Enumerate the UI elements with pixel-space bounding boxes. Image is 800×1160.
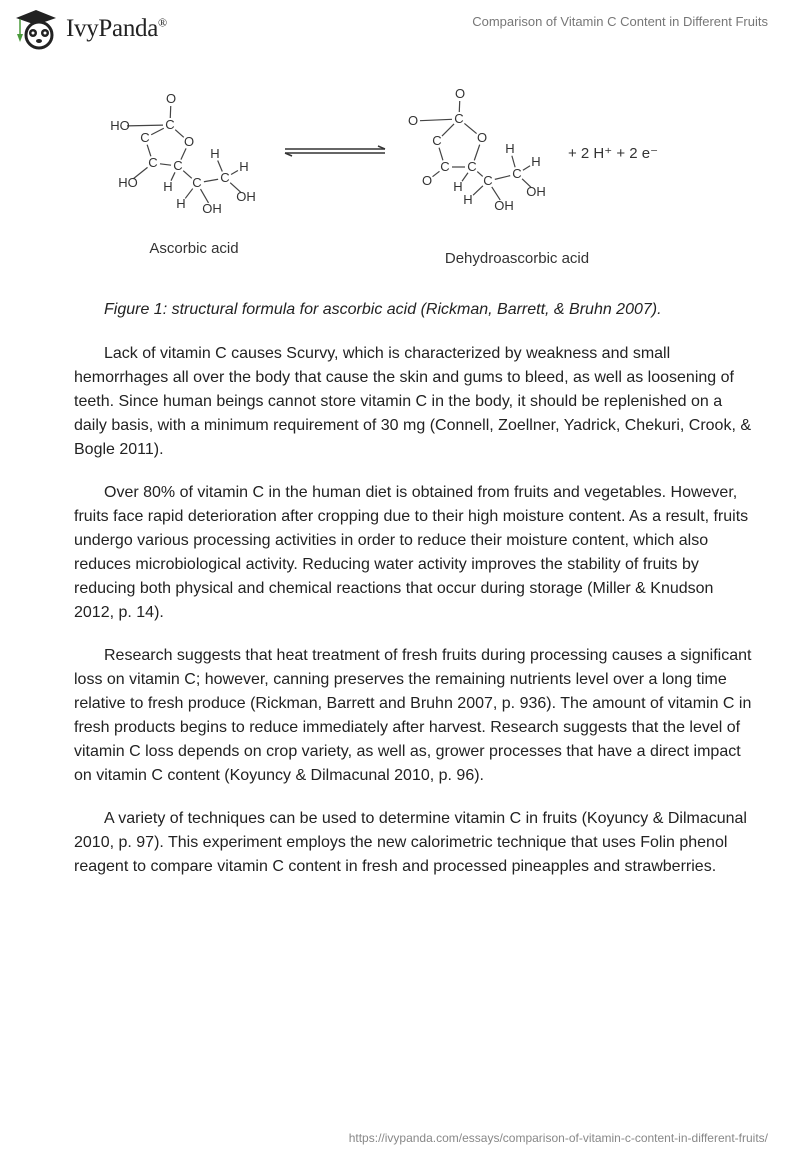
dehydro-atom: C — [483, 173, 493, 188]
structural-formula-figure — [0, 0, 800, 290]
document-title: Comparison of Vitamin C Content in Different Fruits — [472, 14, 768, 29]
dehydro-bond — [462, 173, 468, 182]
ascorbic-atom: H — [176, 196, 186, 211]
dehydro-atom: C — [440, 159, 450, 174]
dehydro-atom: O — [421, 173, 433, 188]
dehydro-bond — [420, 119, 452, 120]
source-url[interactable]: https://ivypanda.com/essays/comparison-of-vitamin-c-content-in-different-fruits/ — [348, 1131, 768, 1145]
ascorbic-atom: C — [173, 158, 183, 173]
ascorbic-bond — [160, 164, 171, 165]
dehydro-atom: OH — [526, 184, 546, 199]
dehydro-atom: O — [407, 113, 419, 128]
ascorbic-atom: H — [239, 159, 249, 174]
dehydro-atom: H — [453, 179, 463, 194]
paragraph: Research suggests that heat treatment of fresh fruits during processing causes a significant loss on vitamin C; however, canning preserves the remaining nutrients level over a long time relative to fresh produce (Rickman, Barrett and Bruhn 2007, p. 936). The amount of vitamin C in fresh products begins to reduce immediately after harvest. Research suggests that the level of vitamin C loss depends on crop variety, as well as, grower processes that have a direct impact on vitamin C content (Koyuncy & Dilmacunal 2010, p. 96). — [74, 647, 752, 784]
ascorbic-bond — [185, 189, 193, 199]
ascorbic-atom: O — [165, 91, 177, 106]
dehydro-bond — [495, 176, 510, 180]
ascorbic-atom: C — [220, 170, 230, 185]
dehydro-atom: OH — [494, 198, 514, 213]
ascorbic-atom: OH — [236, 189, 256, 204]
ascorbic-atom: C — [140, 130, 150, 145]
dehydro-atom: C — [467, 159, 477, 174]
ascorbic-atom: C — [165, 117, 175, 132]
dehydro-atom: H — [463, 192, 473, 207]
dehydro-atom: H — [505, 141, 515, 156]
dehydro-atom: C — [454, 111, 464, 126]
paragraph: A variety of techniques can be used to determine vitamin C in fruits (Koyuncy & Dilmacunal 2010, p. 97). This experiment employs the new calorimetric technique that uses Folin phenol reagent to compare vitamin C content in fresh and processed pineapples and strawberries. — [74, 810, 747, 875]
dehydro-bond — [477, 172, 482, 177]
dehydro-atom: C — [432, 133, 442, 148]
ascorbic-bond — [127, 125, 163, 126]
paragraph: Over 80% of vitamin C in the human diet is obtained from fruits and vegetables. However, fruits face rapid deterioration after cropping due to their high moisture content. As a result, fruits undergo various processing activities in order to reduce their moisture content, which also reduces microbiological activity. Reducing water activity improves the stability of fruits by reducing both physical and chemical reactions that occur during storage (Miller & Knudson 2012, p. 14). — [74, 484, 749, 621]
ascorbic-atom: O — [183, 134, 195, 149]
dehydro-atom: C — [512, 166, 522, 181]
equilibrium-arrow — [285, 146, 385, 156]
dehydro-bond — [433, 171, 440, 176]
dehydro-bond — [442, 124, 454, 136]
ascorbic-atom: OH — [202, 201, 222, 216]
ascorbic-bond — [151, 128, 164, 135]
ascorbic-bond — [175, 130, 184, 138]
ascorbic-bond — [183, 171, 192, 179]
ascorbic-atom: C — [192, 175, 202, 190]
dehydro-atom: H — [531, 154, 541, 169]
dehydro-atom: O — [476, 130, 488, 145]
figure-caption: Figure 1: structural formula for ascorbic acid (Rickman, Barrett, & Bruhn 2007). — [104, 301, 662, 318]
article-body — [74, 342, 754, 898]
ascorbic-atom: HO — [110, 118, 130, 133]
ascorbic-acid-label: Ascorbic acid — [149, 240, 239, 257]
logo-text: IvyPanda® — [66, 15, 167, 42]
ascorbic-atom: H — [163, 179, 173, 194]
products-label: + 2 H⁺ + 2 e⁻ — [568, 145, 659, 162]
dehydro-bond — [464, 123, 476, 133]
ascorbic-atom: HO — [118, 175, 138, 190]
paragraph: Lack of vitamin C causes Scurvy, which is characterized by weakness and small hemorrhages all over the body that cause the skin and gums to bleed, as well as loosening of teeth. Since human beings cannot store vitamin C in the body, it should be replenished on a daily basis, with a minimum requirement of 30 mg (Connell, Zoellner, Yadrick, Chekuri, Crook, & Bogle 2011). — [74, 345, 752, 458]
dehydroascorbic-acid-label: Dehydroascorbic acid — [444, 250, 590, 267]
dehydro-atom: O — [454, 86, 466, 101]
ascorbic-atom: C — [148, 155, 158, 170]
ascorbic-acid-equilibrium-diagram — [0, 0, 800, 290]
ascorbic-bond — [204, 179, 218, 182]
ascorbic-bond — [231, 171, 238, 175]
dehydro-bond — [473, 186, 483, 195]
ascorbic-atom: H — [210, 146, 220, 161]
dehydro-bond — [523, 166, 530, 171]
